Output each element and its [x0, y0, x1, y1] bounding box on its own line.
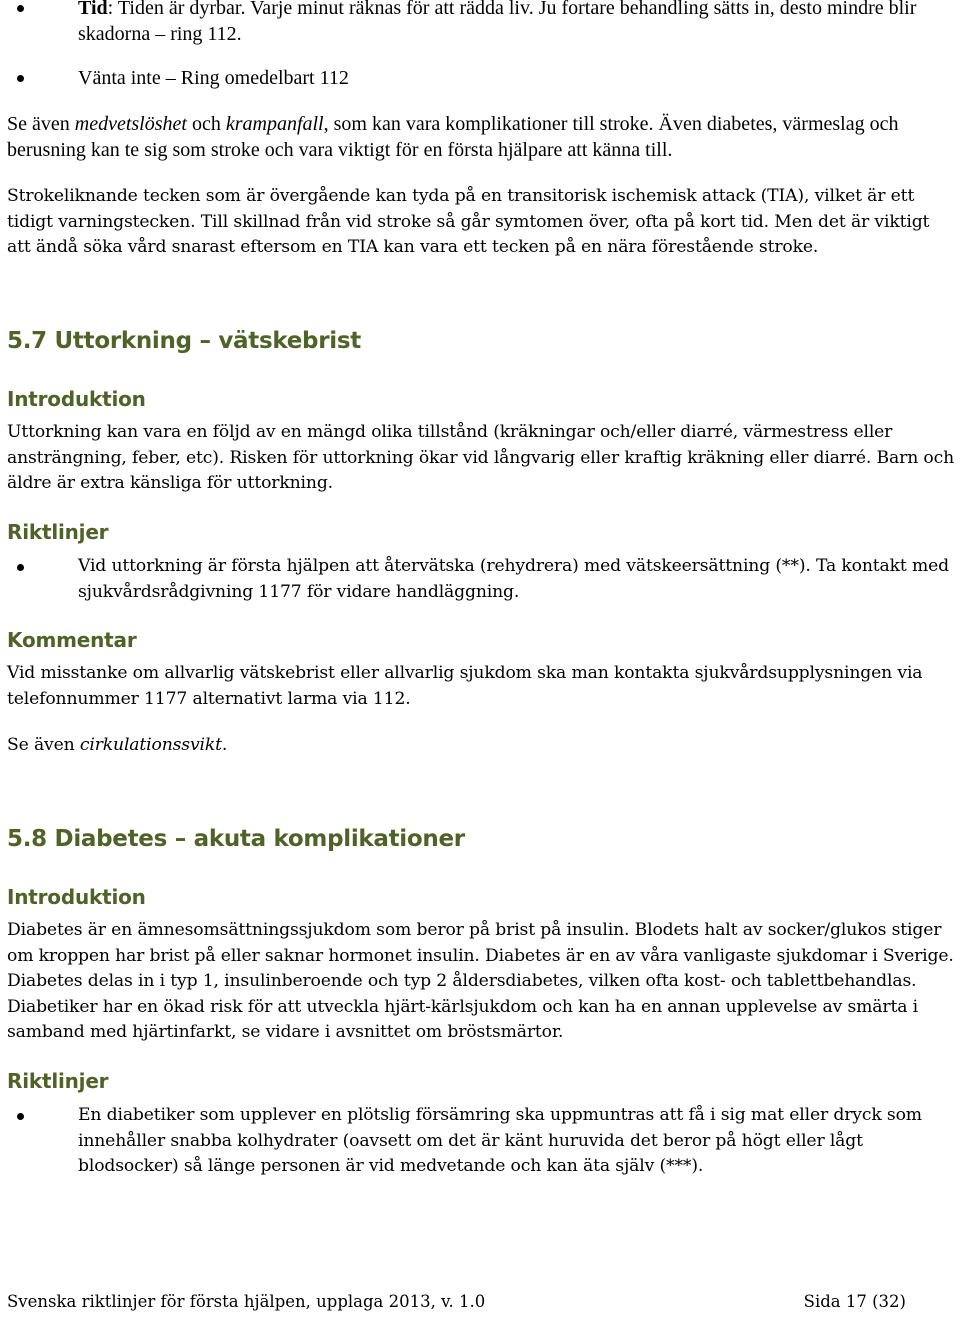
- bullet-icon: [17, 564, 24, 571]
- section-heading-5-7: 5.7 Uttorkning – vätskebrist: [7, 328, 361, 354]
- intro-heading-5-7: Introduktion: [7, 387, 146, 411]
- guideline-text-5-8: En diabetiker som upplever en plötslig försämring ska uppmuntras att få i sig mat eller dryck som innehåller snabba kolhydrater (oavsett om det är känt huruvida det beror på högt eller lågt blodsocker) så länge personen är vid medvetande och kan äta själv (***).: [78, 1105, 922, 1176]
- link-medvetsloshet[interactable]: medvetslöshet: [74, 113, 187, 135]
- section-heading-5-8: 5.8 Diabetes – akuta komplikationer: [7, 826, 465, 852]
- bullet-item-tid: [7, 0, 957, 47]
- see-also-prefix: Se även: [7, 113, 75, 135]
- tid-label: Tid: [78, 0, 108, 19]
- stroke-see-also-paragraph: [7, 112, 957, 163]
- tid-text: : Tiden är dyrbar. Varje minut räknas för att rädda liv. Ju fortare behandling sätts in, desto mindre blir skadorna – ring 112.: [78, 0, 917, 45]
- link-cirkulationssvikt[interactable]: cirkulationssvikt.: [79, 735, 228, 755]
- intro-text-5-8: Diabetes är en ämnesomsättningssjukdom som beror på brist på insulin. Blodets halt av socker/glukos stiger om kroppen har brist på eller saknar hormonet insulin. Diabetes är en av våra vanligaste sjukdomar i Sverige. Diabetes delas in i typ 1, insulinberoende och typ 2 åldersdiabetes, vilken ofta kost- och tablettbehandlas. Diabetiker har en ökad risk för att utveckla hjärt-kärlsjukdom och kan ha en annan upplevelse av smärta i samband med hjärtinfarkt, se vidare i avsnittet om bröstsmärtor.: [7, 920, 954, 1042]
- guidelines-heading-5-8: Riktlinjer: [7, 1069, 109, 1093]
- intro-heading-5-8: Introduktion: [7, 885, 146, 909]
- guidelines-heading-5-7: Riktlinjer: [7, 520, 109, 544]
- page-footer: [7, 1292, 906, 1311]
- bullet-item-ring: [7, 66, 957, 92]
- intro-text-5-7: Uttorkning kan vara en följd av en mängd olika tillstånd (kräkningar och/eller diarré, värmestress eller ansträngning, feber, etc). Risken för uttorkning ökar vid långvarig eller kraftig kräkning eller diarré. Barn och äldre är extra känsliga för uttorkning.: [7, 422, 955, 493]
- bullet-icon: [17, 5, 24, 12]
- see-also-mid: och: [186, 113, 226, 135]
- bullet-icon: [17, 1113, 24, 1120]
- comment-text-5-7: Vid misstanke om allvarlig vätskebrist eller allvarlig sjukdom ska man kontakta sjukvårdsupplysningen via telefonnummer 1177 alternativt larma via 112.: [7, 663, 923, 709]
- see-also-5-7: [7, 733, 957, 759]
- guideline-item-5-7: [7, 554, 957, 605]
- link-krampanfall[interactable]: krampanfall: [225, 113, 324, 135]
- footer-title: Svenska riktlinjer för första hjälpen, upplaga 2013, v. 1.0: [7, 1292, 486, 1311]
- ring-text: Vänta inte – Ring omedelbart 112: [78, 67, 349, 89]
- see-also-suffix: , som kan vara komplikationer till stroke. Även diabetes, värmeslag och berusning kan te sig som stroke och vara viktigt för en första hjälpare att känna till.: [7, 113, 899, 161]
- guideline-item-5-8: [7, 1103, 957, 1180]
- bullet-icon: [17, 75, 24, 82]
- tia-paragraph: Strokeliknande tecken som är övergående kan tyda på en transitorisk ischemisk attack (TIA), vilket är ett tidigt varningstecken. Till skillnad från vid stroke så går symtomen över, ofta på kort tid. Men det är viktigt att ändå söka vård snarast eftersom en TIA kan vara ett tecken på en nära förestående stroke.: [7, 186, 930, 257]
- comment-heading-5-7: Kommentar: [7, 628, 137, 652]
- page-number: Sida 17 (32): [803, 1292, 906, 1311]
- see-also-prefix: Se även: [7, 735, 80, 755]
- guideline-text-5-7: Vid uttorkning är första hjälpen att återvätska (rehydrera) med vätskeersättning (**). Ta kontakt med sjukvårdsrådgivning 1177 för vidare handläggning.: [78, 556, 949, 602]
